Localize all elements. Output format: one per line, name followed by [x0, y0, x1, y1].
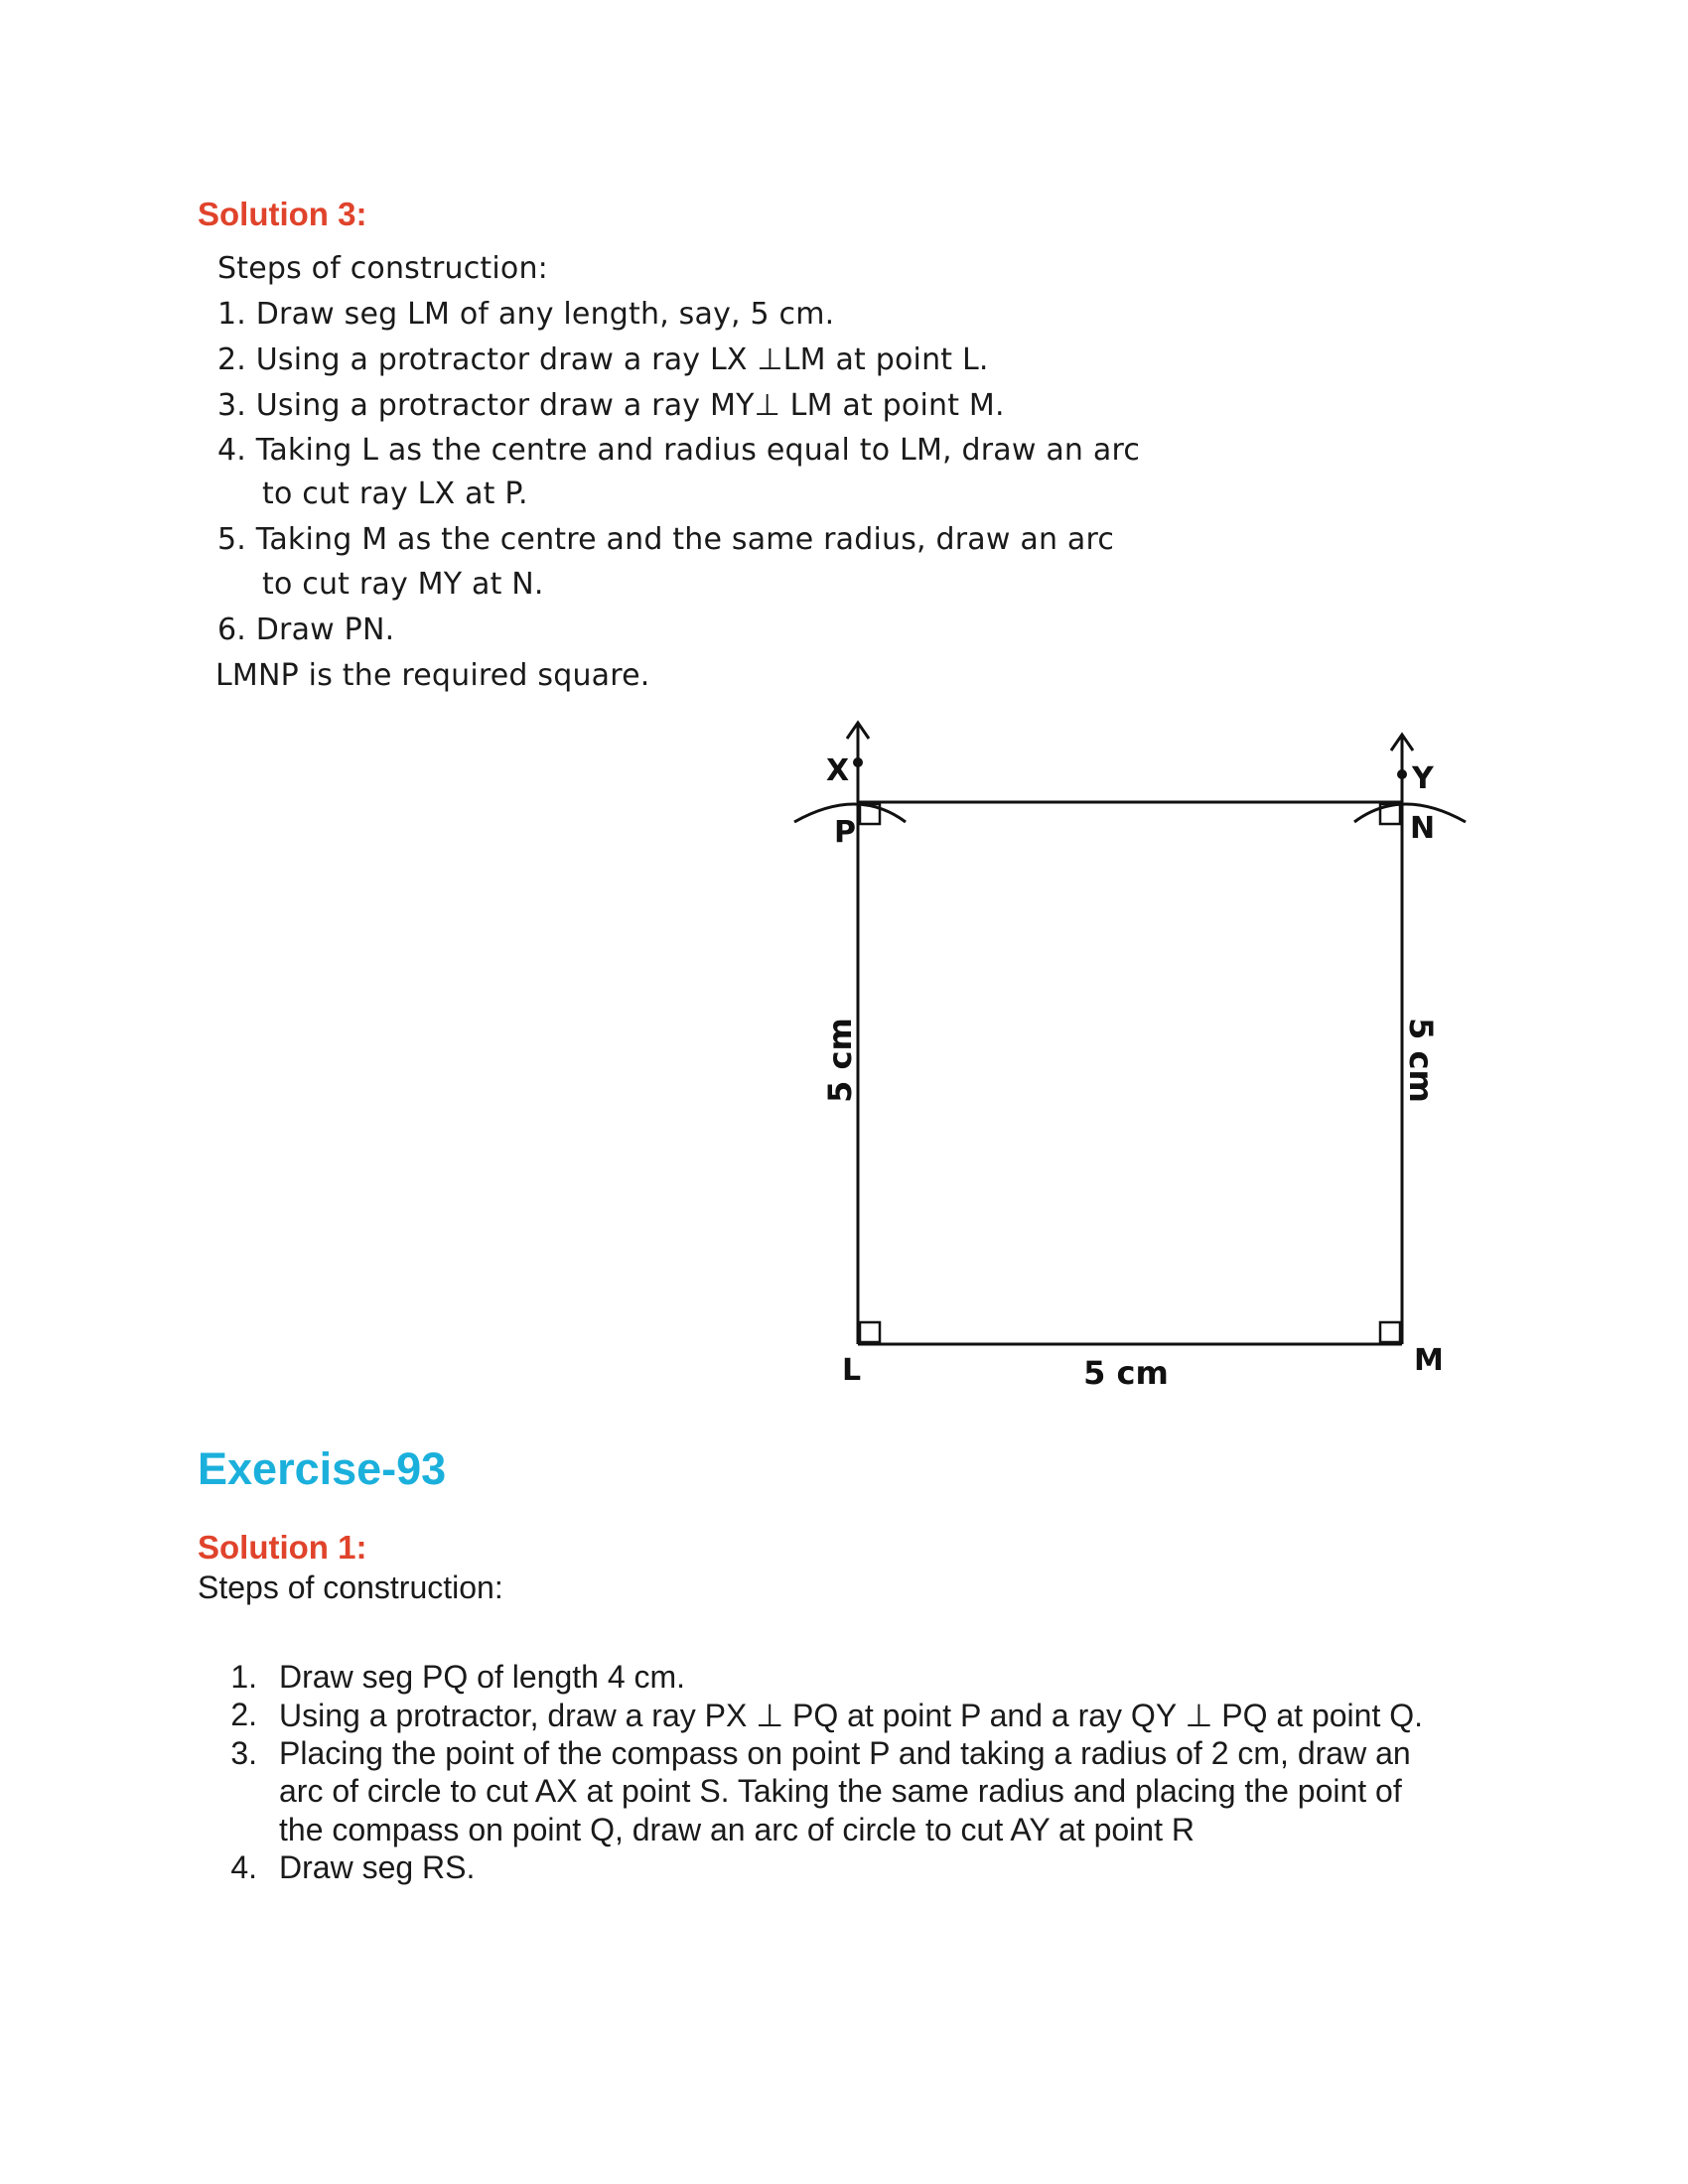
solution3-step-1: 1. Draw seg LM of any length, say, 5 cm. — [217, 297, 835, 332]
label-p: P — [834, 815, 856, 850]
label-x: X — [826, 753, 850, 788]
solution1-intro: Steps of construction: — [198, 1570, 503, 1605]
solution3-step-5: 5. Taking M as the centre and the same radius, draw an arc — [217, 522, 1115, 557]
solution1-item-4-number: 4. — [230, 1849, 257, 1885]
solution3-step-3: 3. Using a protractor draw a ray MY⊥ LM at point M. — [217, 388, 1005, 423]
exercise-heading: Exercise-93 — [198, 1443, 447, 1494]
solution3-conclusion: LMNP is the required square. — [215, 658, 650, 693]
solution1-item-2-number: 2. — [230, 1697, 257, 1732]
solution1-item-3-line-3: the compass on point Q, draw an arc of circle to cut AY at point R — [279, 1812, 1195, 1847]
solution1-item-3-line-1: Placing the point of the compass on point P and taking a radius of 2 cm, draw an — [279, 1735, 1411, 1771]
label-n: N — [1410, 811, 1436, 846]
solution1-heading: Solution 1: — [198, 1529, 367, 1566]
solution1-item-3-line-2: arc of circle to cut AX at point S. Taking the same radius and placing the point of — [279, 1773, 1402, 1809]
right-angle-m — [1380, 1322, 1400, 1342]
label-y: Y — [1412, 761, 1434, 796]
solution3-step-5-cont: to cut ray MY at N. — [262, 567, 544, 602]
label-l: L — [842, 1353, 862, 1388]
solution3-step-4-cont: to cut ray LX at P. — [262, 477, 528, 511]
solution1-item-1: Draw seg PQ of length 4 cm. — [279, 1659, 686, 1695]
point-y-dot — [1397, 769, 1407, 779]
solution1-item-4: Draw seg RS. — [279, 1849, 476, 1885]
solution1-item-2: Using a protractor, draw a ray PX ⊥ PQ at point P and a ray QY ⊥ PQ at point Q. — [279, 1698, 1423, 1733]
solution3-intro: Steps of construction: — [217, 251, 548, 286]
solution1-item-3-number: 3. — [230, 1735, 257, 1771]
label-lp-length: 5 cm — [821, 1018, 859, 1103]
solution3-step-2: 2. Using a protractor draw a ray LX ⊥LM at point L. — [217, 342, 989, 377]
label-m: M — [1414, 1343, 1444, 1378]
label-mn-length: 5 cm — [1402, 1018, 1440, 1103]
solution3-step-4: 4. Taking L as the centre and radius equal to LM, draw an arc — [217, 433, 1141, 468]
point-x-dot — [853, 757, 863, 767]
label-lm-length: 5 cm — [1083, 1354, 1169, 1392]
right-angle-l — [860, 1322, 880, 1342]
solution3-heading: Solution 3: — [198, 196, 367, 232]
solution1-item-1-number: 1. — [230, 1659, 257, 1695]
square-construction-figure — [774, 695, 1509, 1410]
solution3-step-6: 6. Draw PN. — [217, 613, 395, 647]
